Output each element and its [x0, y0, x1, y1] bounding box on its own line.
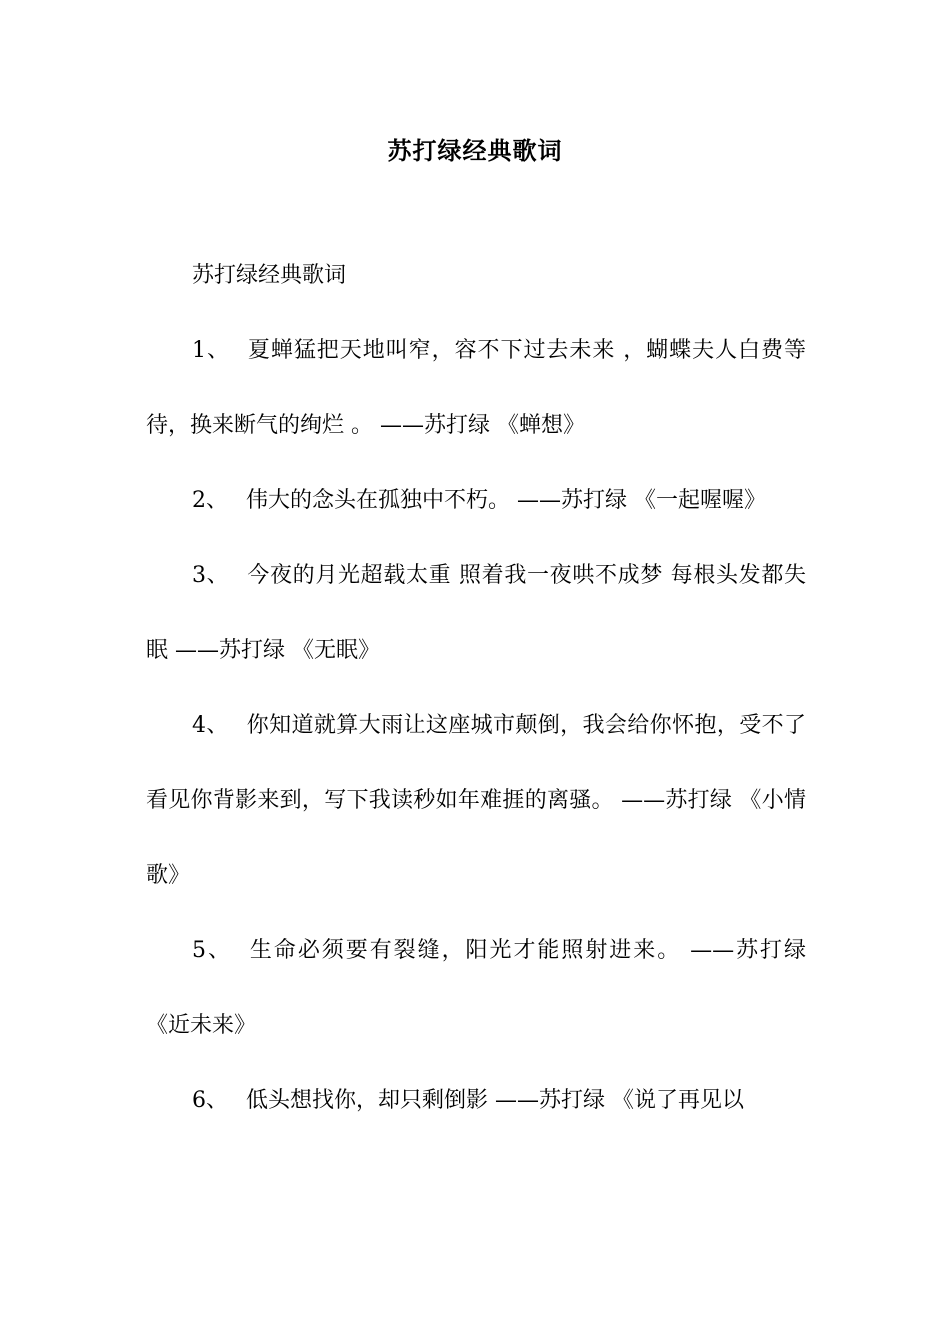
item-number: 3、 — [192, 563, 230, 588]
lyric-item-4 — [146, 688, 806, 913]
document-body — [146, 238, 806, 1138]
section-heading: 苏打绿经典歌词 — [192, 263, 347, 288]
item-number: 2、 — [192, 488, 228, 513]
item-number: 1、 — [192, 338, 230, 363]
lyric-text: 你知道就算大雨让这座城市颠倒，我会给你怀抱，受不了看见你背影来到，写下我读秒如年难捱的离骚。 ——苏打绿 《小情歌》 — [146, 713, 806, 888]
item-number: 4、 — [192, 713, 229, 738]
lyric-item-5 — [146, 913, 806, 1063]
item-number: 6、 — [192, 1088, 228, 1113]
lyric-text: 生命必须要有裂缝，阳光才能照射进来。 ——苏打绿 《近未来》 — [146, 938, 806, 1038]
lyric-text: 伟大的念头在孤独中不朽。 ——苏打绿 《一起喔喔》 — [246, 488, 766, 513]
lyric-item-2 — [146, 463, 806, 538]
lyric-item-6 — [146, 1063, 806, 1138]
item-number: 5、 — [192, 938, 232, 963]
lyric-item-3 — [146, 538, 806, 688]
lyric-item-1 — [146, 313, 806, 463]
lyric-text: 低头想找你，却只剩倒影 ——苏打绿 《说了再见以 — [246, 1088, 744, 1113]
document-title: 苏打绿经典歌词 — [387, 136, 563, 165]
lyric-text: 今夜的月光超载太重 照着我一夜哄不成梦 每根头发都失眠 ——苏打绿 《无眠》 — [146, 563, 806, 663]
lyric-text: 夏蝉猛把天地叫窄，容不下过去未来 ，蝴蝶夫人白费等待，换来断气的绚烂 。 ——苏打绿 《蝉想》 — [146, 338, 806, 438]
